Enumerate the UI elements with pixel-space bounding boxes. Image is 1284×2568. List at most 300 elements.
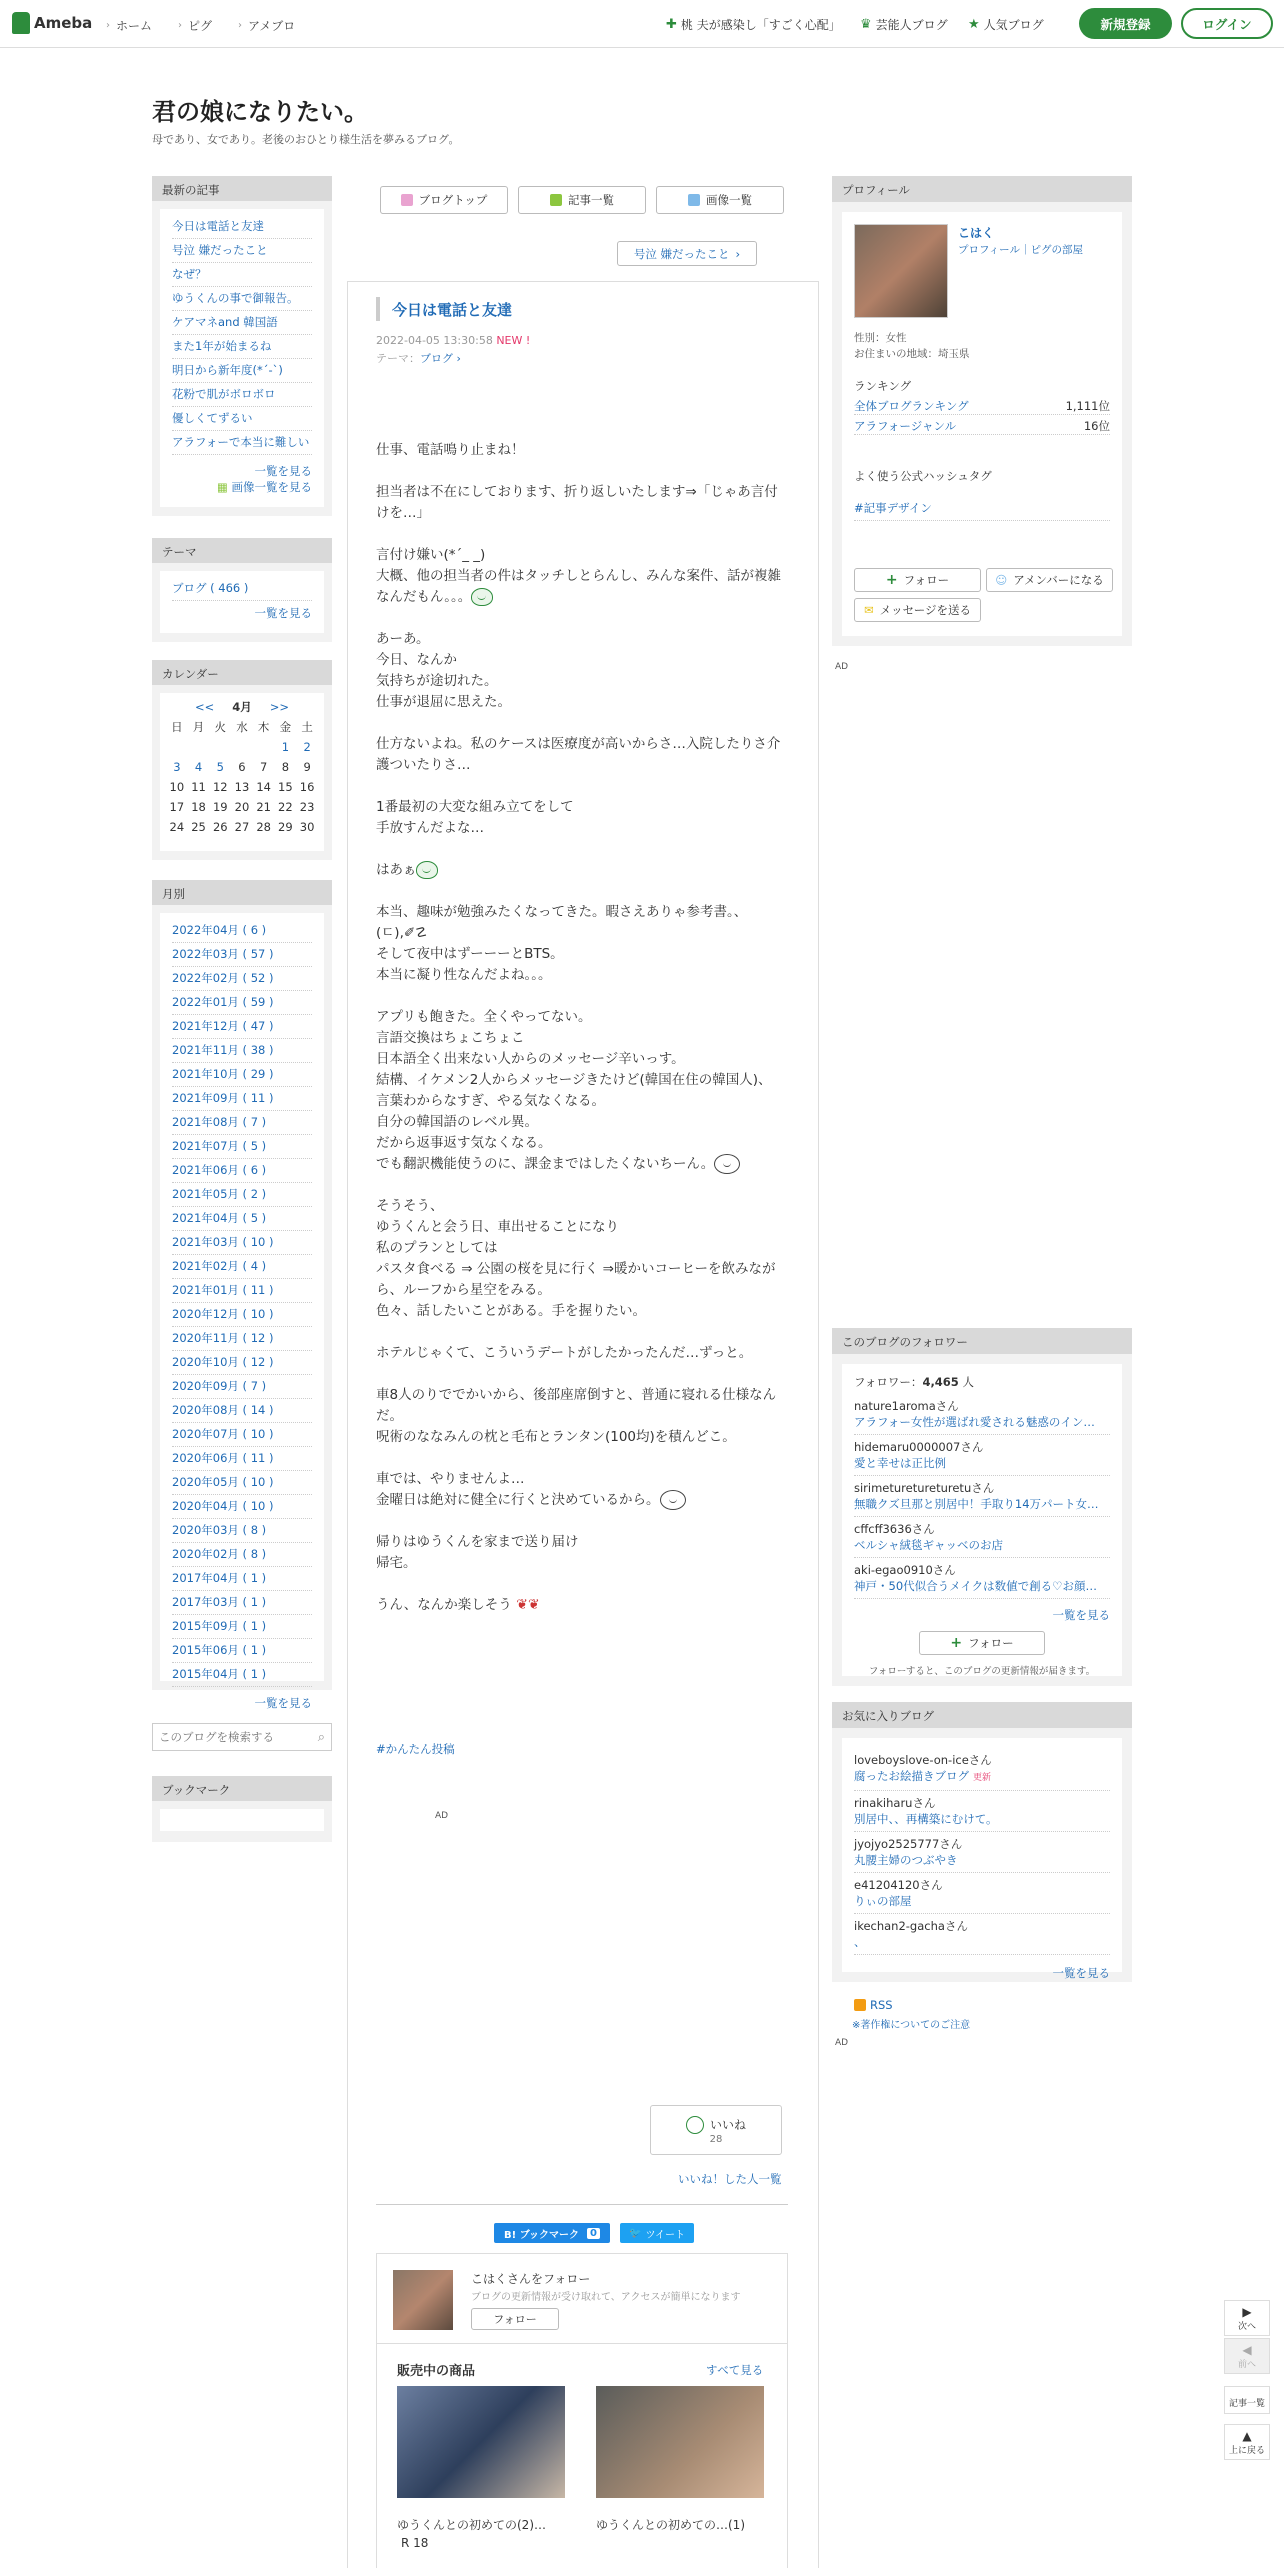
article-paragraph bbox=[376, 902, 790, 986]
calendar-day: 9 bbox=[303, 760, 311, 774]
calendar-day: 14 bbox=[256, 780, 271, 794]
article-line bbox=[376, 1112, 790, 1133]
monthly-archive-link[interactable]: 2020年05月 ( 10 ) bbox=[172, 1471, 312, 1495]
article-text: 結構、イケメン2人からメッセージきたけど(韓国在住の韓国人)、 bbox=[376, 1072, 772, 1088]
follow-card-desc: ブログの更新情報が受け取れて、アクセスが簡単になります bbox=[471, 2292, 741, 2303]
article-text: うん、なんか楽しそう bbox=[376, 1597, 512, 1613]
image-icon: ▦ bbox=[216, 480, 232, 494]
follower-user: aki-egao0910さん bbox=[854, 1563, 956, 1577]
favorite-blog-link[interactable] bbox=[854, 1811, 1110, 1827]
rss-link[interactable]: RSS bbox=[854, 1998, 893, 2012]
monthly-archive-link[interactable]: 2015年06月 ( 1 ) bbox=[172, 1639, 312, 1663]
follower-blog-link[interactable]: 無職クズ旦那と別居中！手取り14万パート女… bbox=[854, 1497, 1099, 1511]
panel-heading: プロフィール bbox=[832, 176, 1132, 202]
weekday-header: 月 bbox=[192, 720, 205, 734]
calendar-day: 13 bbox=[234, 780, 250, 794]
ad-label: AD bbox=[435, 1811, 449, 1821]
article-text: 仕事が退屈に思えた。 bbox=[376, 694, 511, 710]
recent-article-link[interactable]: 優しくてずるい bbox=[172, 407, 312, 431]
recent-article-link[interactable]: アラフォーで本当に難しい bbox=[172, 431, 312, 455]
recent-article-link[interactable]: また1年が始まるね bbox=[172, 335, 312, 359]
calendar-panel bbox=[152, 660, 332, 860]
monthly-archive-link[interactable]: 2021年07月 ( 5 ) bbox=[172, 1135, 312, 1159]
monthly-archive-link[interactable]: 2020年10月 ( 12 ) bbox=[172, 1351, 312, 1375]
blog-search-input[interactable] bbox=[159, 1730, 299, 1744]
article-text: 日本語全く出来ない人からのメッセージ辛いっす。 bbox=[376, 1051, 685, 1067]
weekday-header: 日 bbox=[171, 720, 183, 734]
panel-heading: お気に入りブログ bbox=[832, 1702, 1132, 1728]
profile-avatar[interactable] bbox=[854, 224, 948, 318]
like-list-link[interactable]: いいね！した人一覧 bbox=[678, 2172, 782, 2186]
nav-home[interactable]: › ホーム bbox=[106, 19, 153, 33]
image-list-icon bbox=[688, 194, 700, 206]
panel-heading: 最新の記事 bbox=[152, 176, 332, 201]
favorite-blog-link[interactable] bbox=[854, 1893, 1110, 1909]
article-paragraph bbox=[376, 629, 790, 713]
article-text: 言葉わからなすぎ、やる気なくなる。 bbox=[376, 1093, 605, 1109]
monthly-archive-link[interactable]: 2022年02月 ( 52 ) bbox=[172, 967, 312, 991]
article-line bbox=[376, 1028, 790, 1049]
image-list-label: 画像一覧を見る bbox=[231, 480, 312, 494]
login-button[interactable]: ログイン bbox=[1181, 8, 1273, 39]
monthly-archive-link[interactable]: 2021年05月 ( 2 ) bbox=[172, 1183, 312, 1207]
prev-article-button[interactable]: ◀ 前へ bbox=[1224, 2338, 1270, 2374]
image-list-link[interactable] bbox=[172, 479, 312, 495]
next-article-button[interactable]: ▶ 次へ bbox=[1224, 2300, 1270, 2336]
shop-heading: 販売中の商品 bbox=[397, 2364, 476, 2379]
calendar-day bbox=[166, 737, 188, 757]
hashtag-heading: よく使う公式ハッシュタグ bbox=[854, 469, 992, 483]
panel-heading: このブログのフォロワー bbox=[832, 1328, 1132, 1354]
follow-label: フォロー bbox=[968, 1636, 1014, 1650]
amember-button[interactable]: ☺ アメンバーになる bbox=[986, 568, 1113, 592]
calendar-day bbox=[209, 737, 231, 757]
crown-icon: ♛ bbox=[860, 17, 872, 32]
article-text: パスタ食べる ⇒ 公園の桜を見に行く ⇒暖かいコーヒーを飲みながら、ルーフから星空をみる。 bbox=[376, 1261, 776, 1298]
follower-blog-link[interactable]: アラフォー女性が選ばれ愛される魅惑のイン… bbox=[854, 1415, 1095, 1429]
monthly-archive-link[interactable]: 2020年04月 ( 10 ) bbox=[172, 1495, 312, 1519]
profile-follow-button[interactable]: + フォロー bbox=[854, 568, 981, 592]
product-title[interactable]: ゆうくんとの初めての…(1) bbox=[596, 2518, 745, 2532]
article-line bbox=[376, 1553, 790, 1574]
article-theme: テーマ：ブログ › bbox=[376, 352, 461, 365]
new-badge: NEW ! bbox=[496, 334, 531, 347]
favorite-blog-link[interactable] bbox=[854, 1934, 1110, 1950]
calendar-day bbox=[188, 737, 210, 757]
copyright-note-link[interactable]: ※著作権についてのご注意 bbox=[852, 2020, 971, 2031]
follow-shop-card bbox=[376, 2253, 788, 2568]
monthly-archive-link[interactable]: 2021年03月 ( 10 ) bbox=[172, 1231, 312, 1255]
calendar-day[interactable]: 5 bbox=[216, 760, 224, 774]
calendar-next[interactable]: >> bbox=[269, 700, 290, 714]
article-date: 2022-04-05 13:30:58 NEW ! bbox=[376, 334, 531, 347]
monthly-archive-link[interactable]: 2020年02月 ( 8 ) bbox=[172, 1543, 312, 1567]
calendar-day: 20 bbox=[234, 800, 250, 814]
monthly-archive-link[interactable]: 2020年09月 ( 7 ) bbox=[172, 1375, 312, 1399]
monthly-archive-link[interactable]: 2020年06月 ( 11 ) bbox=[172, 1447, 312, 1471]
calendar-day: 7 bbox=[260, 760, 268, 774]
calendar-day: 25 bbox=[191, 820, 206, 834]
prev-article-link[interactable]: 号泣 嫌だったこと › bbox=[617, 241, 757, 266]
calendar-day[interactable]: 3 bbox=[173, 760, 181, 774]
recent-article-link[interactable]: 号泣 嫌だったこと bbox=[172, 239, 312, 263]
favorite-blog-item[interactable] bbox=[854, 1914, 1110, 1955]
chevron-right-icon: › bbox=[106, 20, 110, 31]
profile-name[interactable]: こはく bbox=[958, 226, 995, 240]
nav-ameblo[interactable]: › アメブロ bbox=[238, 19, 296, 33]
calendar-day[interactable]: 1 bbox=[281, 740, 290, 754]
followers-follow-button[interactable] bbox=[919, 1631, 1045, 1655]
calendar-day: 17 bbox=[169, 800, 185, 814]
monthly-archive-link[interactable]: 2020年11月 ( 12 ) bbox=[172, 1327, 312, 1351]
ghost-emoji-icon bbox=[660, 1490, 686, 1510]
calendar-day[interactable]: 2 bbox=[303, 740, 311, 754]
favorite-blog-item[interactable] bbox=[854, 1873, 1110, 1914]
panel-heading: 月別 bbox=[152, 880, 332, 905]
ameba-logo[interactable]: Ameba bbox=[12, 12, 92, 34]
calendar-table bbox=[166, 717, 318, 837]
article-line bbox=[376, 1532, 790, 1553]
monthly-archive-link[interactable]: 2021年06月 ( 6 ) bbox=[172, 1159, 312, 1183]
prev-icon: ◀ bbox=[1242, 2343, 1252, 2357]
monthly-archive-link[interactable]: 2021年09月 ( 11 ) bbox=[172, 1087, 312, 1111]
article-line bbox=[376, 1301, 790, 1322]
article-text: ゆうくんと会う日、車出せることになり bbox=[376, 1219, 619, 1235]
followers-more-link[interactable]: 一覧を見る bbox=[1052, 1608, 1110, 1622]
article-line bbox=[376, 629, 790, 650]
blog-search[interactable] bbox=[152, 1723, 332, 1751]
bookmark-body bbox=[160, 1809, 324, 1831]
green-emoji-icon bbox=[416, 861, 438, 879]
article-paragraph bbox=[376, 797, 790, 839]
calendar-day: 28 bbox=[256, 820, 271, 834]
article-list-button[interactable]: 記事一覧 bbox=[1224, 2386, 1270, 2414]
favorite-user: rinakiharuさん bbox=[854, 1796, 936, 1810]
global-header bbox=[0, 0, 1284, 48]
article-text: 本当、趣味が勉強みたくなってきた。暇さえありゃ参考書。、(ㄷ),✐☡ bbox=[376, 904, 748, 941]
follower-user: sirimeturetureturetuさん bbox=[854, 1481, 995, 1495]
shop-all-link[interactable]: すべて見る bbox=[706, 2363, 764, 2377]
article-text: 仕事、電話鳴り止まね！ bbox=[376, 442, 525, 458]
calendar-day: 22 bbox=[278, 800, 293, 814]
article-line bbox=[376, 1091, 790, 1112]
monthly-more-link[interactable]: 一覧を見る bbox=[254, 1696, 312, 1710]
favorites-panel bbox=[832, 1702, 1132, 1982]
follower-item[interactable] bbox=[854, 1517, 1110, 1558]
plus-icon: + bbox=[885, 572, 898, 588]
article-theme-link[interactable]: ブログ bbox=[420, 352, 453, 365]
up-icon: ▲ bbox=[1242, 2429, 1252, 2443]
tab-blog-top[interactable]: ブログトップ bbox=[380, 186, 508, 214]
article-list-icon bbox=[550, 194, 562, 206]
follower-item[interactable] bbox=[854, 1394, 1110, 1435]
follower-blog-link[interactable]: 愛と幸せは正比例 bbox=[854, 1456, 946, 1470]
celeb-blog-link[interactable]: ♛ 芸能人ブログ bbox=[860, 17, 948, 32]
article-body bbox=[376, 440, 790, 1637]
follow-note: フォローすると、このブログの更新情報が届きます。 bbox=[868, 1666, 1096, 1677]
monthly-archive-link[interactable]: 2021年10月 ( 29 ) bbox=[172, 1063, 312, 1087]
article-paragraph bbox=[376, 545, 790, 608]
follower-blog-link[interactable]: 神戸・50代似合うメイクは数値で創る♡お顔… bbox=[854, 1579, 1097, 1593]
article-text: 私のプランとしては bbox=[376, 1240, 498, 1256]
monthly-archive-link[interactable]: 2020年03月 ( 8 ) bbox=[172, 1519, 312, 1543]
calendar-day bbox=[231, 737, 253, 757]
article-line bbox=[376, 1154, 790, 1175]
monthly-archive-link[interactable]: 2021年12月 ( 47 ) bbox=[172, 1015, 312, 1039]
article-line bbox=[376, 650, 790, 671]
article-line bbox=[376, 482, 790, 524]
back-to-top-button[interactable]: ▲ 上に戻る bbox=[1224, 2424, 1270, 2460]
favorite-blog-item[interactable] bbox=[854, 1832, 1110, 1873]
recent-article-link[interactable]: 明日から新年度(*´-`) bbox=[172, 359, 312, 383]
article-line bbox=[376, 671, 790, 692]
calendar-day: 18 bbox=[191, 800, 206, 814]
favorite-user: e41204120さん bbox=[854, 1878, 943, 1892]
article-line bbox=[376, 902, 790, 944]
calendar-day: 19 bbox=[212, 800, 228, 814]
article-line bbox=[376, 1238, 790, 1259]
favorite-blog-link[interactable] bbox=[854, 1852, 1110, 1868]
calendar-day bbox=[253, 737, 275, 757]
article-line bbox=[376, 818, 790, 839]
theme-panel bbox=[152, 538, 332, 642]
smile-icon bbox=[686, 2116, 704, 2134]
blog-description: 母であり、女であり。老後のおひとり様生活を夢みるブログ。 bbox=[152, 133, 460, 146]
signup-button[interactable]: 新規登録 bbox=[1079, 8, 1172, 39]
article-paragraph bbox=[376, 860, 790, 881]
product-image[interactable] bbox=[596, 2386, 764, 2498]
monthly-archive-link[interactable]: 2017年03月 ( 1 ) bbox=[172, 1591, 312, 1615]
monthly-archive-link[interactable]: 2015年04月 ( 1 ) bbox=[172, 1663, 312, 1687]
article-title[interactable]: 今日は電話と友達 bbox=[392, 301, 513, 319]
recent-article-link[interactable]: なぜ？ bbox=[172, 263, 312, 287]
article-text: 気持ちが途切れた。 bbox=[376, 673, 498, 689]
header-news-link[interactable]: ✚ 桃 夫が感染し「すごく心配」 bbox=[666, 17, 841, 32]
product-image[interactable] bbox=[397, 2386, 565, 2498]
article-text: 車8人のりででかいから、後部座席倒すと、普通に寝れる仕様なんだ。 bbox=[376, 1387, 777, 1424]
article-text: 手放すんだよな… bbox=[376, 820, 484, 836]
ranking-heading: ランキング bbox=[854, 379, 912, 393]
article-text: はあぁ bbox=[376, 862, 417, 878]
profile-panel bbox=[832, 176, 1132, 646]
blog-title[interactable]: 君の娘になりたい。 bbox=[152, 98, 368, 126]
tab-article-list[interactable]: 記事一覧 bbox=[518, 186, 646, 214]
recent-article-link[interactable]: 花粉で肌がボロボロ bbox=[172, 383, 312, 407]
mail-icon: ✉ bbox=[864, 603, 874, 617]
ad-label: AD bbox=[835, 2038, 849, 2048]
search-icon[interactable]: ⌕ bbox=[317, 1729, 325, 1745]
monthly-archive-link[interactable]: 2021年02月 ( 4 ) bbox=[172, 1255, 312, 1279]
article-text: 金曜日は絶対に健全に行くと決めているから。 bbox=[376, 1492, 660, 1508]
calendar-day: 10 bbox=[169, 780, 185, 794]
monthly-archive-link[interactable]: 2020年12月 ( 10 ) bbox=[172, 1303, 312, 1327]
monthly-archive-link[interactable]: 2015年09月 ( 1 ) bbox=[172, 1615, 312, 1639]
follower-item[interactable] bbox=[854, 1435, 1110, 1476]
follow-card-button[interactable]: フォロー bbox=[471, 2308, 559, 2330]
monthly-archive-link[interactable]: 2022年01月 ( 59 ) bbox=[172, 991, 312, 1015]
monthly-archive-link[interactable]: 2021年04月 ( 5 ) bbox=[172, 1207, 312, 1231]
favorite-blog-title: 、 bbox=[854, 1935, 866, 1949]
plus-icon: + bbox=[950, 1635, 963, 1651]
monthly-archive-link[interactable]: 2020年08月 ( 14 ) bbox=[172, 1399, 312, 1423]
popular-blog-link[interactable]: ★ 人気ブログ bbox=[968, 17, 1044, 32]
follower-item[interactable] bbox=[854, 1476, 1110, 1517]
article-text: でも翻訳機能使うのに、課金まではしたくないちーん。 bbox=[376, 1156, 715, 1172]
article-line bbox=[376, 1070, 790, 1091]
monthly-archive-link[interactable]: 2022年03月 ( 57 ) bbox=[172, 943, 312, 967]
article-paragraph bbox=[376, 1469, 790, 1511]
theme-more-link[interactable]: 一覧を見る bbox=[254, 606, 312, 620]
message-button[interactable]: ✉ メッセージを送る bbox=[854, 598, 981, 622]
profile-links[interactable]: プロフィール｜ピグの部屋 bbox=[958, 244, 1083, 256]
calendar-day: 11 bbox=[191, 780, 206, 794]
recent-article-link[interactable]: 今日は電話と友達 bbox=[172, 215, 312, 239]
follower-user: cffcff3636さん bbox=[854, 1522, 935, 1536]
member-icon: ☺ bbox=[995, 573, 1008, 587]
article-line bbox=[376, 860, 790, 881]
article-text: 色々、話したいことがある。手を握りたい。 bbox=[376, 1303, 646, 1319]
calendar-day: 12 bbox=[212, 780, 228, 794]
tab-image-list[interactable]: 画像一覧 bbox=[656, 186, 784, 214]
monthly-archive-link[interactable]: 2021年08月 ( 7 ) bbox=[172, 1111, 312, 1135]
article-line bbox=[376, 545, 790, 566]
article-text: アプリも飽きた。全くやってない。 bbox=[376, 1009, 592, 1025]
article-text: 車では、やりませんよ… bbox=[376, 1471, 525, 1487]
favorite-blog-link[interactable] bbox=[854, 1768, 1110, 1786]
article-text: 帰宅。 bbox=[376, 1555, 417, 1571]
article-paragraph bbox=[376, 482, 790, 524]
recent-article-link[interactable]: ゆうくんの事で御報告。 bbox=[172, 287, 312, 311]
article-text: 帰りはゆうくんを家まで送り届け bbox=[376, 1534, 579, 1550]
ameba-mark-icon bbox=[12, 12, 30, 34]
article-line bbox=[376, 734, 790, 776]
article-paragraph bbox=[376, 1343, 790, 1364]
article-line bbox=[376, 1469, 790, 1490]
monthly-list bbox=[160, 913, 324, 1710]
favorite-blog-title: 丸腰主婦のつぶやき bbox=[854, 1853, 958, 1867]
ghost-emoji-icon bbox=[714, 1154, 740, 1174]
nav-pigg[interactable]: › ピグ bbox=[178, 19, 213, 33]
article-text: そして夜中はずーーーとBTS。 bbox=[376, 946, 564, 962]
article-line bbox=[376, 1007, 790, 1028]
favorite-user: loveboyslove-on-iceさん bbox=[854, 1753, 992, 1767]
monthly-panel bbox=[152, 880, 332, 1710]
calendar-day: 30 bbox=[299, 820, 315, 834]
follower-count bbox=[854, 1374, 1110, 1390]
favorite-blog-item[interactable] bbox=[854, 1791, 1110, 1832]
article-paragraph bbox=[376, 1007, 790, 1175]
calendar-day: 21 bbox=[256, 800, 271, 814]
article-line bbox=[376, 1427, 790, 1448]
like-count: 28 bbox=[709, 2133, 723, 2145]
weekday-header: 水 bbox=[236, 720, 248, 734]
monthly-archive-link[interactable]: 2022年04月 ( 6 ) bbox=[172, 919, 312, 943]
follower-item[interactable] bbox=[854, 1558, 1110, 1599]
followers-body bbox=[842, 1364, 1122, 1676]
weekday-header: 土 bbox=[301, 720, 313, 734]
chevron-right-icon: › bbox=[735, 246, 741, 261]
favorite-blog-item[interactable] bbox=[854, 1748, 1110, 1791]
article-line bbox=[376, 440, 790, 461]
author-avatar[interactable] bbox=[393, 2270, 453, 2330]
theme-item[interactable]: ブログ ( 466 ) bbox=[172, 577, 312, 601]
recent-article-link[interactable]: ケアマネand 韓国語 bbox=[172, 311, 312, 335]
calendar-day: 6 bbox=[238, 760, 246, 774]
calendar-day[interactable]: 4 bbox=[194, 760, 203, 774]
hashtag-link[interactable]: #かんたん投稿 bbox=[376, 1742, 455, 1756]
follower-count-label: フォロワー： bbox=[854, 1375, 923, 1389]
hearts-icon: ❦❦ bbox=[511, 1597, 540, 1613]
like-button[interactable]: いいね 28 bbox=[650, 2105, 782, 2155]
article-text: そうそう、 bbox=[376, 1198, 444, 1214]
weekday-header: 火 bbox=[214, 720, 226, 734]
favorites-body bbox=[842, 1738, 1122, 1980]
article-paragraph bbox=[376, 1385, 790, 1448]
monthly-archive-link[interactable]: 2021年11月 ( 38 ) bbox=[172, 1039, 312, 1063]
recent-articles-panel bbox=[152, 176, 332, 516]
article-text: 大概、他の担当者の件はタッチしとらんし、みんな案件、話が複雑なんだもん。。。 bbox=[376, 568, 781, 605]
ranking-row: アラフォージャンル 16位 bbox=[854, 419, 1110, 433]
article-line bbox=[376, 1133, 790, 1154]
panel-heading: ブックマーク bbox=[152, 1776, 332, 1801]
followers-panel bbox=[832, 1328, 1132, 1686]
article-paragraph bbox=[376, 1532, 790, 1574]
article-text: 本当に凝り性なんだよね。。。 bbox=[376, 967, 552, 983]
article-line bbox=[376, 1196, 790, 1217]
monthly-archive-link[interactable]: 2020年07月 ( 10 ) bbox=[172, 1423, 312, 1447]
article-text: 呪術のななみんの枕と毛布とランタン(100均)を積んどこ。 bbox=[376, 1429, 736, 1445]
article-paragraph bbox=[376, 1595, 790, 1616]
favorites-more-link[interactable]: 一覧を見る bbox=[1052, 1966, 1110, 1980]
green-emoji-icon bbox=[471, 588, 493, 606]
recent-more-link[interactable]: 一覧を見る bbox=[254, 464, 312, 478]
article-line bbox=[376, 1385, 790, 1427]
star-icon: ★ bbox=[968, 17, 980, 32]
chevron-right-icon: › bbox=[453, 352, 461, 365]
follower-count-unit: 人 bbox=[962, 1375, 974, 1389]
article-line bbox=[376, 1217, 790, 1238]
article-line bbox=[376, 692, 790, 713]
calendar-prev[interactable]: << bbox=[194, 700, 215, 714]
monthly-archive-link[interactable]: 2017年04月 ( 1 ) bbox=[172, 1567, 312, 1591]
bookmark-panel bbox=[152, 1776, 332, 1842]
calendar-day: 29 bbox=[278, 820, 293, 834]
recent-articles-list bbox=[160, 209, 324, 507]
twitter-icon: 🐦 bbox=[629, 2227, 642, 2239]
calendar-day: 8 bbox=[281, 760, 290, 774]
chevron-right-icon: › bbox=[178, 20, 182, 31]
profile-hashtag[interactable]: #記事デザイン bbox=[854, 500, 1110, 521]
article-text: 今日、なんか bbox=[376, 652, 457, 668]
article-paragraph bbox=[376, 440, 790, 461]
article-line bbox=[376, 1490, 790, 1511]
follower-blog-link[interactable]: ベルシャ絨毯ギャッベのお店 bbox=[854, 1538, 1003, 1552]
article-text: あーあ。 bbox=[376, 631, 430, 647]
panel-heading: テーマ bbox=[152, 538, 332, 563]
favorite-user: ikechan2-gachaさん bbox=[854, 1919, 968, 1933]
product-title[interactable]: ゆうくんとの初めての(2)… bbox=[397, 2518, 546, 2532]
calendar-day: 16 bbox=[299, 780, 315, 794]
calendar-day: 15 bbox=[278, 780, 293, 794]
tweet-button[interactable]: 🐦 ツイート bbox=[620, 2223, 694, 2243]
monthly-archive-link[interactable]: 2021年01月 ( 11 ) bbox=[172, 1279, 312, 1303]
hatena-bookmark-button[interactable]: B! ブックマーク 0 bbox=[494, 2223, 610, 2243]
next-icon: ▶ bbox=[1242, 2305, 1252, 2319]
article-text: だから返事返す気なくなる。 bbox=[376, 1135, 552, 1151]
article-text: 言付け嫌い(*´_ _) bbox=[376, 547, 486, 563]
article-paragraph bbox=[376, 734, 790, 776]
calendar-day: 24 bbox=[169, 820, 185, 834]
